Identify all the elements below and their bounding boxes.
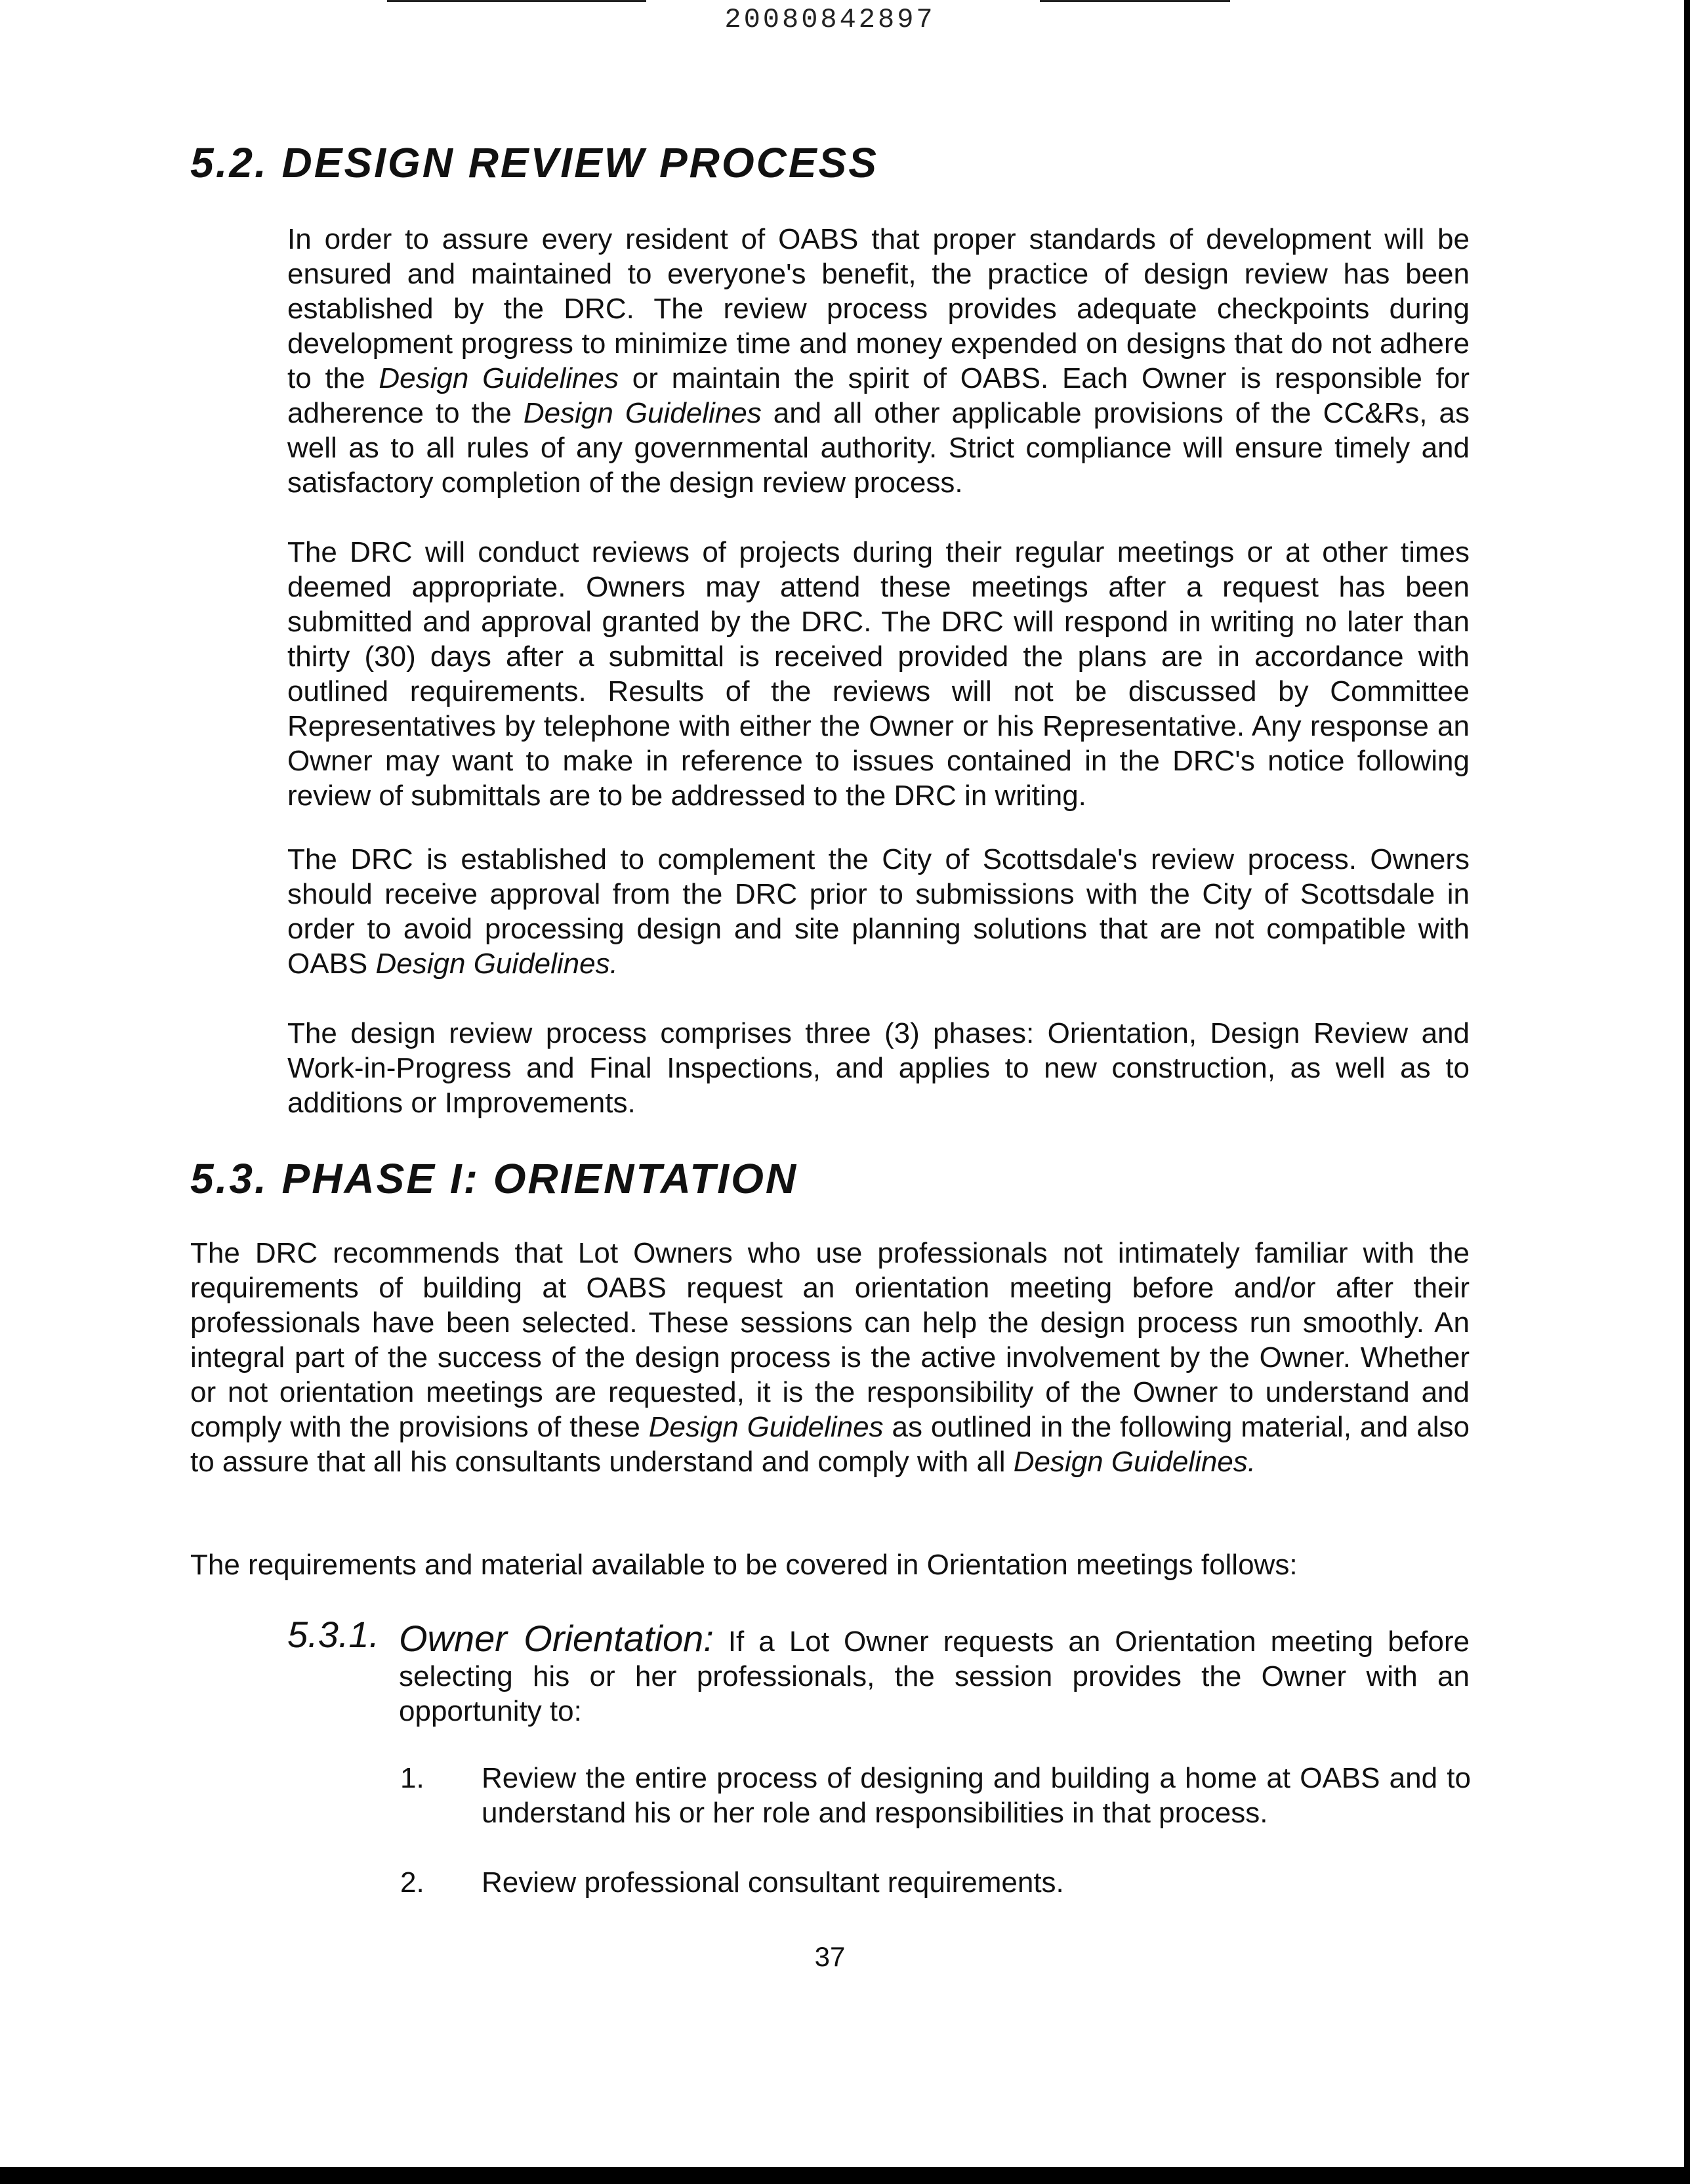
scan-edge-bottom bbox=[0, 2167, 1690, 2184]
scan-edge-right bbox=[1684, 0, 1690, 2184]
emphasis-design-guidelines: Design Guidelines. bbox=[375, 948, 618, 980]
emphasis-design-guidelines: Design Guidelines. bbox=[1013, 1446, 1256, 1478]
emphasis-design-guidelines: Design Guidelines bbox=[523, 397, 762, 429]
subsection-5-3-1 bbox=[287, 1614, 1470, 1729]
section-heading-5-3: 5.3. PHASE I: ORIENTATION bbox=[190, 1155, 798, 1202]
subsection-body: If a Lot Owner requests an Orientation meeting before selecting his or her professionals, the session provides the Owner with an opportunity to: bbox=[399, 1626, 1470, 1727]
document-number: 20080842897 bbox=[724, 4, 936, 35]
list-item-number: 1. bbox=[400, 1762, 424, 1794]
paragraph-5-2-3: The DRC is established to complement the City of Scottsdale's review process. Owners should receive approval from the DRC prior to submissions with the City of Scottsdale in order to avoid processing design and site planning solutions that are not compatible with OABS Design Guidelines. bbox=[287, 843, 1470, 980]
paragraph-5-2-4: The design review process comprises three (3) phases: Orientation, Design Review and Work-in-Progress and Final Inspections, and applies to new construction, as well as to additions or Improvements. bbox=[287, 1017, 1470, 1119]
scan-artifact-line-right bbox=[1040, 0, 1230, 2]
paragraph-5-2-2: The DRC will conduct reviews of projects during their regular meetings or at other times deemed appropriate. Owners may attend these meetings after a request has been submitted and approval granted by the DRC. The DRC will respond in writing no later than thirty (30) days after a submittal is received provided the plans are in accordance with outlined requirements. Results of the reviews will not be discussed by Committee Representatives by telephone with either the Owner or his Representative. Any response an Owner may want to make in reference to issues contained in the DRC's notice following review of submittals are to be addressed to the DRC in writing. bbox=[287, 536, 1470, 812]
paragraph-5-3-1: The DRC recommends that Lot Owners who use professionals not intimately familiar with the requirements of building at OABS request an orientation meeting before and/or after their professionals have been selected. These sessions can help the design process run smoothly. An integral part of the success of the design process is the active involvement by the Owner. Whether or not orientation meetings are requested, it is the responsibility of the Owner to understand and comply with the provisions of these Design Guidelines as outlined in the following material, and also to assure that all his consultants understand and comply with all Design Guidelines. bbox=[190, 1237, 1470, 1478]
scan-artifact-line-left bbox=[387, 0, 646, 2]
paragraph-5-3-2: The requirements and material available to be covered in Orientation meetings follows: bbox=[190, 1549, 1298, 1581]
subsection-title: Owner Orientation: bbox=[399, 1618, 714, 1659]
list-item-text: Review professional consultant requirements. bbox=[482, 1866, 1064, 1899]
emphasis-design-guidelines: Design Guidelines bbox=[648, 1411, 884, 1443]
list-item-number: 2. bbox=[400, 1866, 424, 1899]
page-number: 37 bbox=[814, 1941, 846, 1972]
list-item bbox=[400, 1761, 1471, 1833]
subsection-number: 5.3.1. bbox=[287, 1614, 380, 1655]
emphasis-design-guidelines: Design Guidelines bbox=[379, 362, 619, 394]
paragraph-5-2-1: In order to assure every resident of OABS that proper standards of development will be ensured and maintained to everyone's benefit, the practice of design review has been established by the DRC. The review process provides adequate checkpoints during development progress to minimize time and money expended on designs that do not adhere to the Design Guidelines or maintain the spirit of OABS. Each Owner is responsible for adherence to the Design Guidelines and all other applicable provisions of the CC&Rs, as well as to all rules of any governmental authority. Strict compliance will ensure timely and satisfactory completion of the design review process. bbox=[287, 223, 1470, 499]
list-item-text: Review the entire process of designing and building a home at OABS and to understand his or her role and responsibilities in that process. bbox=[482, 1762, 1471, 1829]
section-heading-5-2: 5.2. DESIGN REVIEW PROCESS bbox=[190, 139, 878, 186]
list-item bbox=[400, 1865, 1471, 1901]
subsection-text bbox=[399, 1618, 1470, 1729]
